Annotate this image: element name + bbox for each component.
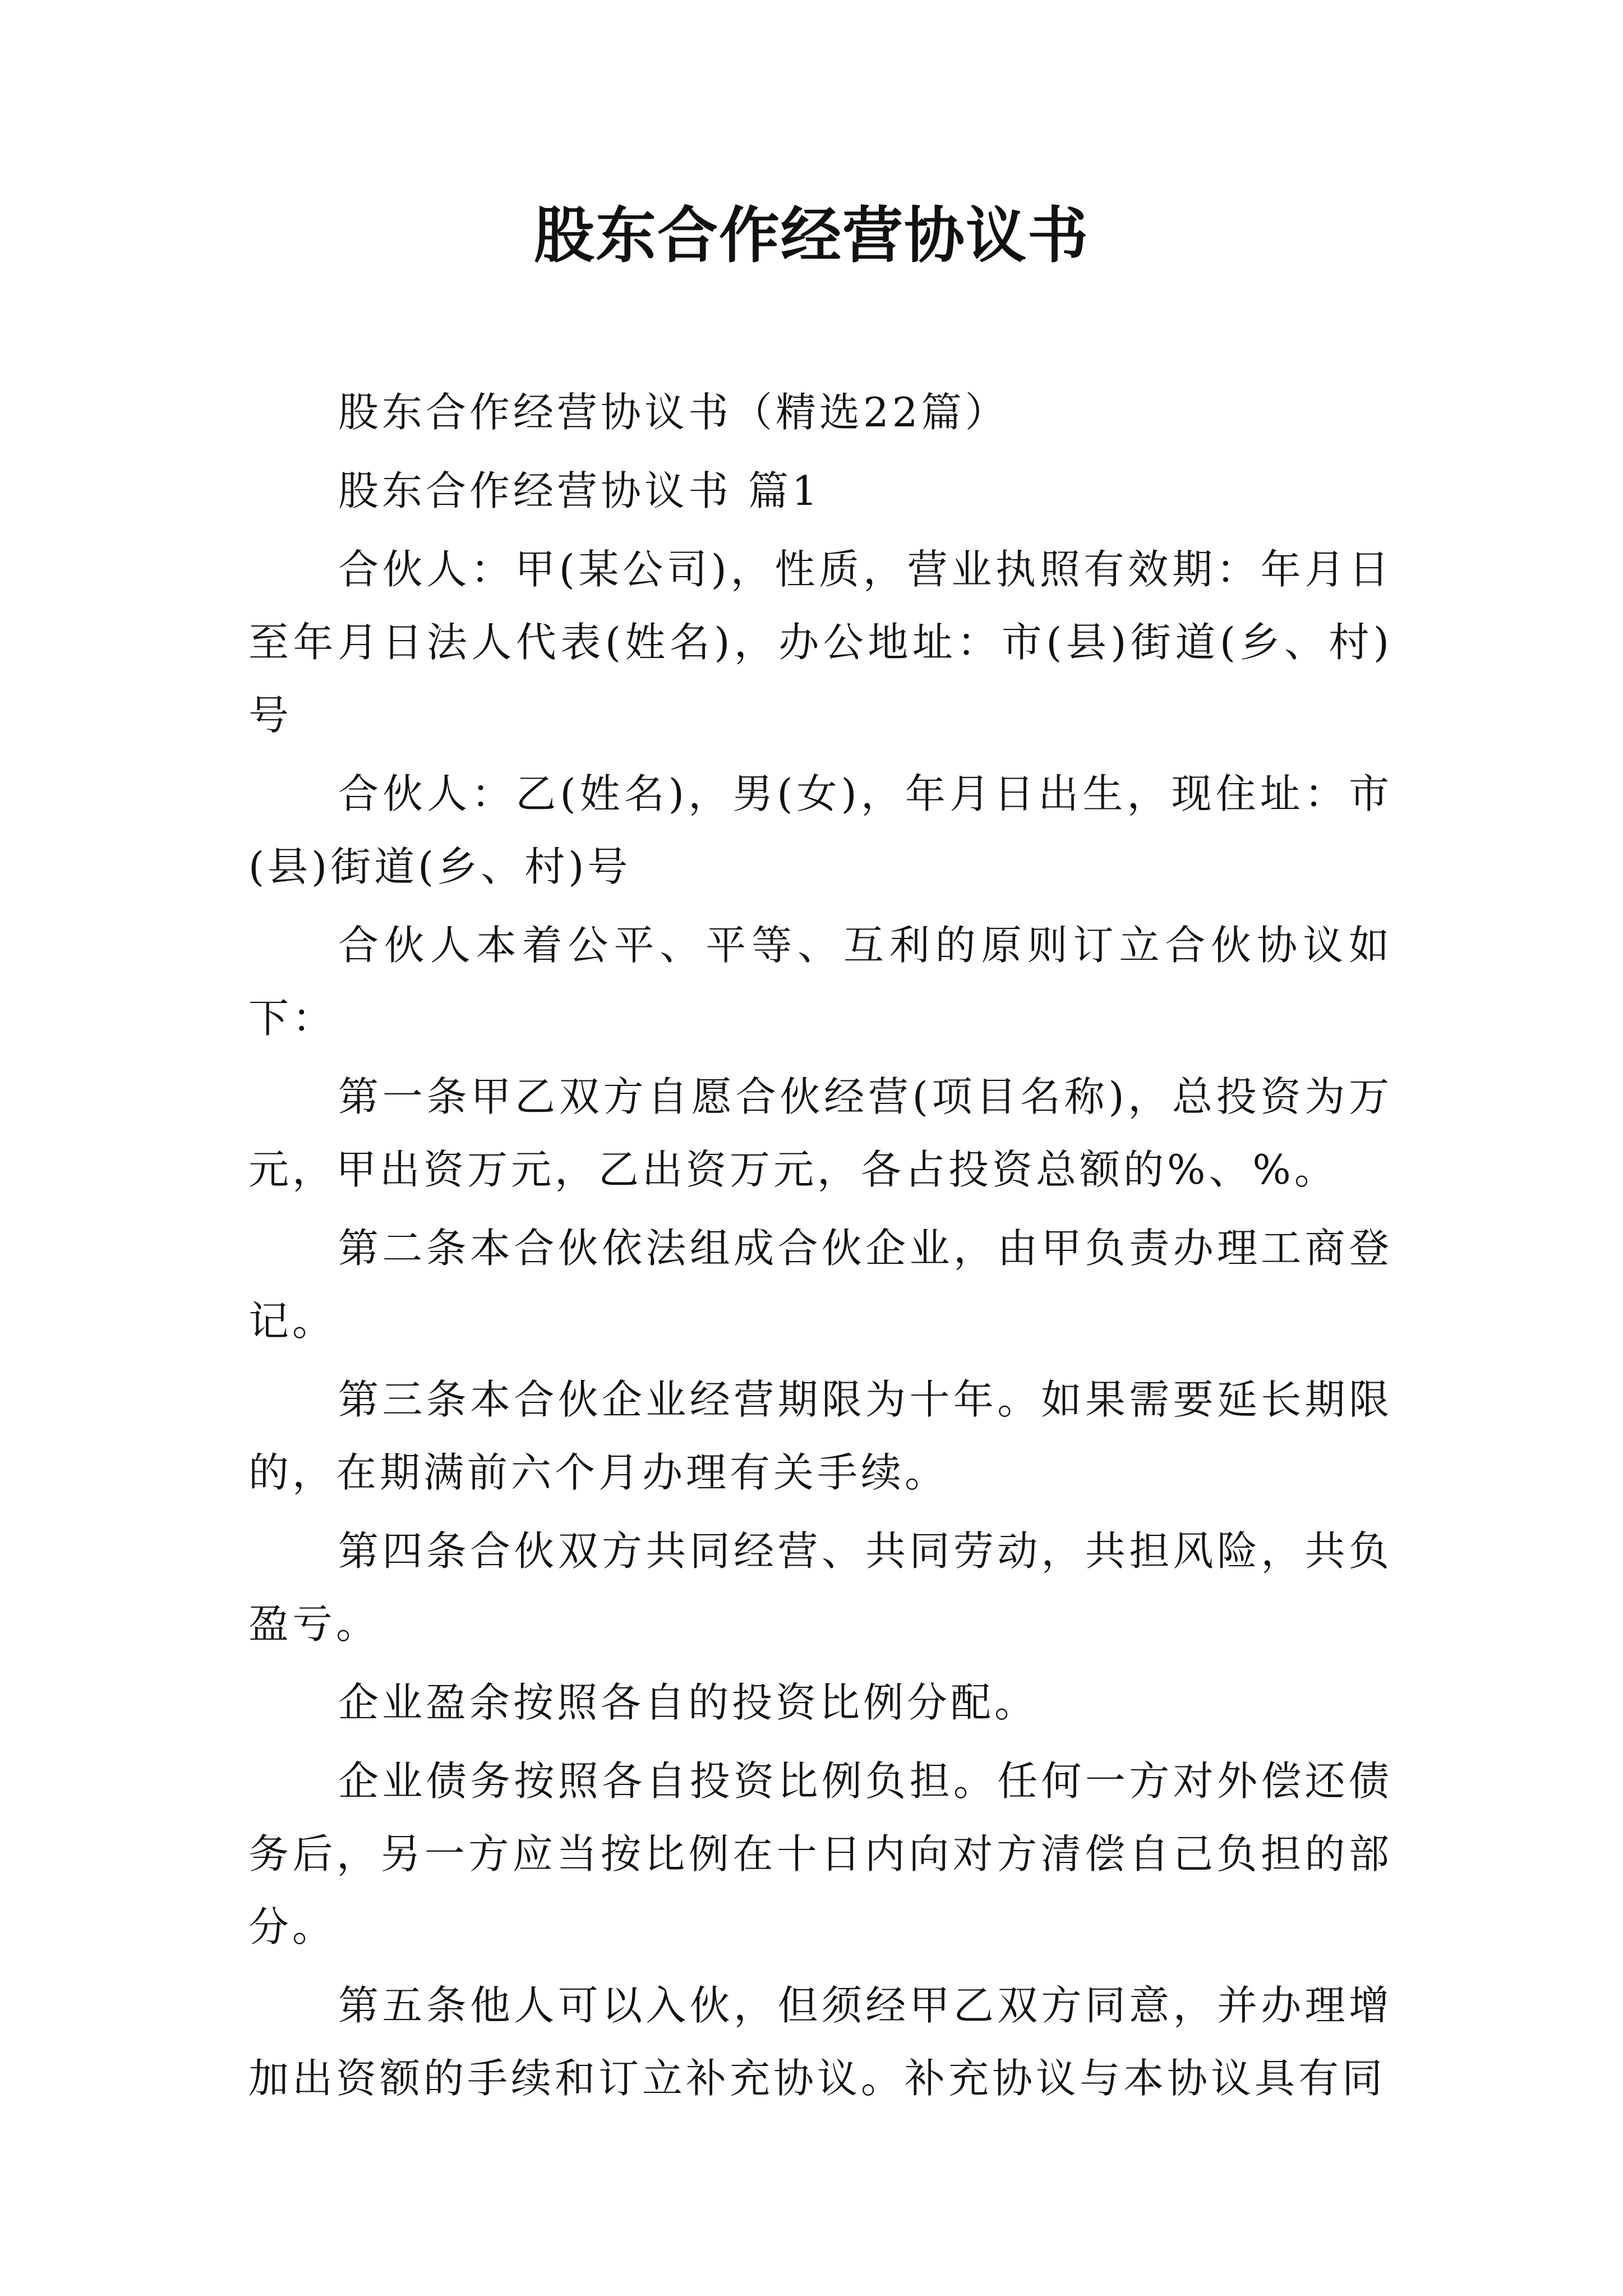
paragraph-article-3: 第三条本合伙企业经营期限为十年。如果需要延长期限的，在期满前六个月办理有关手续。 xyxy=(248,1376,1393,1496)
paragraph-article-1: 第一条甲乙双方自愿合伙经营(项目名称)，总投资为万元，甲出资万元，乙出资万元，各占投资总额的%、%。 xyxy=(248,1073,1393,1193)
paragraph-article-2: 第二条本合伙依法组成合伙企业，由甲负责办理工商登记。 xyxy=(248,1225,1393,1345)
paragraph-principle: 合伙人本着公平、平等、互利的原则订立合伙协议如下： xyxy=(248,922,1393,1042)
paragraph-section-heading: 股东合作经营协议书 篇1 xyxy=(338,467,821,514)
paragraph-debt-sharing: 企业债务按照各自投资比例负担。任何一方对外偿还债务后，另一方应当按比例在十日内向对方清偿自己负担的部分。 xyxy=(248,1757,1393,1950)
paragraph-collection-title: 股东合作经营协议书（精选22篇） xyxy=(338,389,1009,436)
paragraph-article-4: 第四条合伙双方共同经营、共同劳动，共担风险，共负盈亏。 xyxy=(248,1527,1393,1648)
paragraph-partner-a: 合伙人：甲(某公司)，性质，营业执照有效期：年月日至年月日法人代表(姓名)，办公地址：市(县)街道(乡、村)号 xyxy=(248,546,1393,739)
paragraph-partner-b: 合伙人：乙(姓名)，男(女)，年月日出生，现住址：市(县)街道(乡、村)号 xyxy=(248,770,1393,890)
paragraph-profit-distribution: 企业盈余按照各自的投资比例分配。 xyxy=(338,1679,1039,1726)
paragraph-article-5: 第五条他人可以入伙，但须经甲乙双方同意，并办理增加出资额的手续和订立补充协议。补充协议与本协议具有同 xyxy=(248,1982,1393,2102)
document-title: 股东合作经营协议书 xyxy=(533,200,1089,271)
document-body xyxy=(248,376,1393,2120)
